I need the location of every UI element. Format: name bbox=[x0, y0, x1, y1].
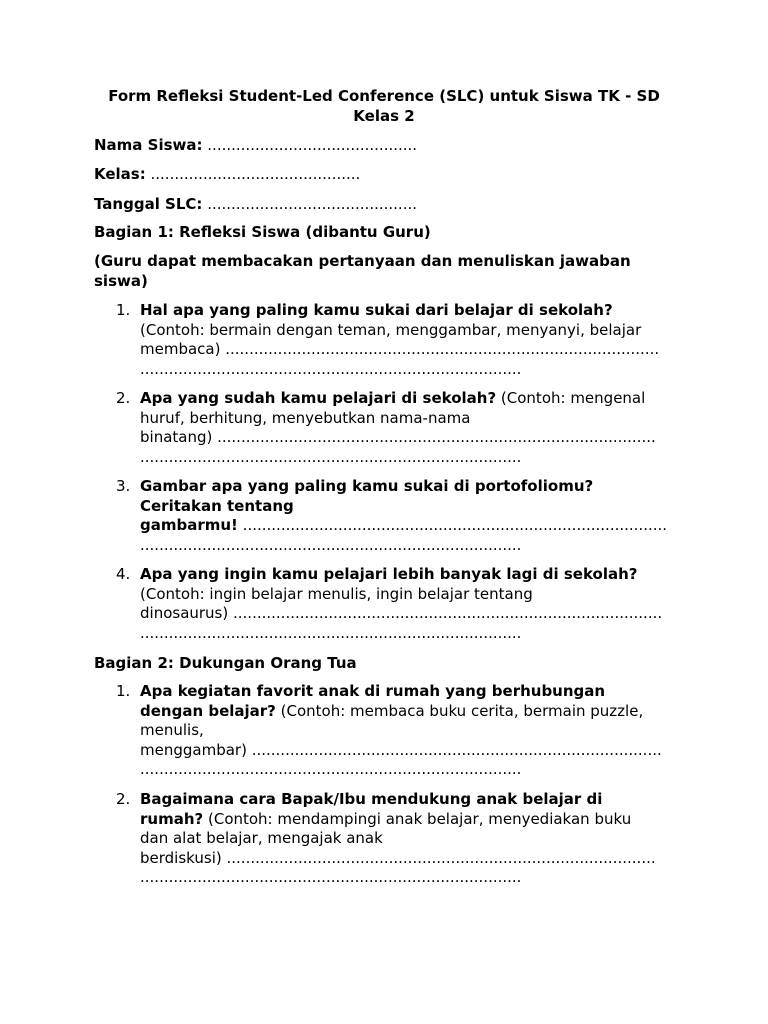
fill-in-dots: ............................................ bbox=[202, 195, 418, 213]
field-label: Kelas: bbox=[94, 165, 146, 183]
field-nama-siswa bbox=[94, 135, 417, 155]
example-text: (Contoh: mendampingi anak belajar, menyediakan buku bbox=[203, 809, 632, 828]
answer-line: menggambar) ...................................................................................... bbox=[140, 740, 662, 759]
question-text: Apa yang ingin kamu pelajari lebih banyak lagi di sekolah? bbox=[140, 565, 638, 583]
answer-line: ................................................................................ bbox=[140, 535, 522, 554]
answer-line: ................................................................................ bbox=[140, 623, 522, 642]
example-text: (Contoh: membaca buku cerita, bermain puzzle, bbox=[275, 701, 644, 720]
example-text: (Contoh: mengenal bbox=[496, 389, 646, 407]
example-text: huruf, berhitung, menyebutkan nama-nama bbox=[140, 408, 471, 427]
question-text: Apa yang sudah kamu pelajari di sekolah? bbox=[140, 389, 497, 407]
section-2-heading: Bagian 2: Dukungan Orang Tua bbox=[94, 654, 357, 672]
form-title: Form Refleksi Student-Led Conference (SLC) untuk Siswa TK - SD Kelas 2 bbox=[108, 87, 660, 125]
answer-line: berdiskusi) .......................................................................................... bbox=[140, 848, 656, 867]
item-number: 4. bbox=[116, 565, 131, 583]
item-number: 1. bbox=[116, 301, 131, 319]
example-text: (Contoh: ingin belajar menulis, ingin belajar tentang bbox=[140, 584, 533, 603]
question-text: Bagaimana cara Bapak/Ibu mendukung anak belajar di bbox=[140, 790, 603, 808]
answer-line: membaca) ........................................................................................... bbox=[140, 340, 660, 358]
answer-line: ................................................................................ bbox=[140, 868, 522, 886]
answer-line: ................................................................................ bbox=[140, 359, 522, 378]
question-text: dengan belajar? bbox=[140, 701, 276, 720]
answer-line: ................................................................................ bbox=[140, 447, 522, 466]
answer-line: ................................................................................ bbox=[140, 760, 522, 778]
item-number: 3. bbox=[116, 477, 131, 495]
example-text: menulis, bbox=[140, 721, 204, 739]
section-1-heading: Bagian 1: Refleksi Siswa (dibantu Guru) bbox=[94, 223, 431, 241]
answer-line: ......................................................................................... bbox=[237, 516, 668, 534]
question-text: rumah? bbox=[140, 809, 204, 828]
example-text: (Contoh: bermain dengan teman, menggambar, menyanyi, belajar bbox=[140, 320, 642, 339]
item-number: 2. bbox=[116, 389, 131, 407]
question-text: Hal apa yang paling kamu sukai dari belajar di sekolah? bbox=[140, 301, 613, 319]
item-number: 1. bbox=[116, 682, 131, 700]
question-text: Apa kegiatan favorit anak di rumah yang berhubungan bbox=[140, 682, 606, 700]
field-tanggal-slc bbox=[94, 194, 417, 214]
fill-in-dots: ............................................ bbox=[202, 136, 418, 154]
field-label: Tanggal SLC: bbox=[94, 195, 203, 213]
field-label: Nama Siswa: bbox=[94, 136, 203, 154]
field-kelas bbox=[94, 164, 360, 184]
fill-in-dots: ............................................ bbox=[145, 165, 361, 183]
example-text: dan alat belajar, mengajak anak bbox=[140, 829, 383, 847]
item-number: 2. bbox=[116, 790, 131, 808]
section-1-note: (Guru dapat membacakan pertanyaan dan menuliskan jawaban siswa) bbox=[94, 252, 631, 290]
question-text: Ceritakan tentang bbox=[140, 496, 294, 515]
question-text: gambarmu! bbox=[140, 516, 238, 534]
question-text: Gambar apa yang paling kamu sukai di portofoliomu? bbox=[140, 477, 594, 495]
answer-line: dinosaurus) .......................................................................................... bbox=[140, 604, 663, 622]
answer-line: binatang) ............................................................................................ bbox=[140, 428, 656, 446]
